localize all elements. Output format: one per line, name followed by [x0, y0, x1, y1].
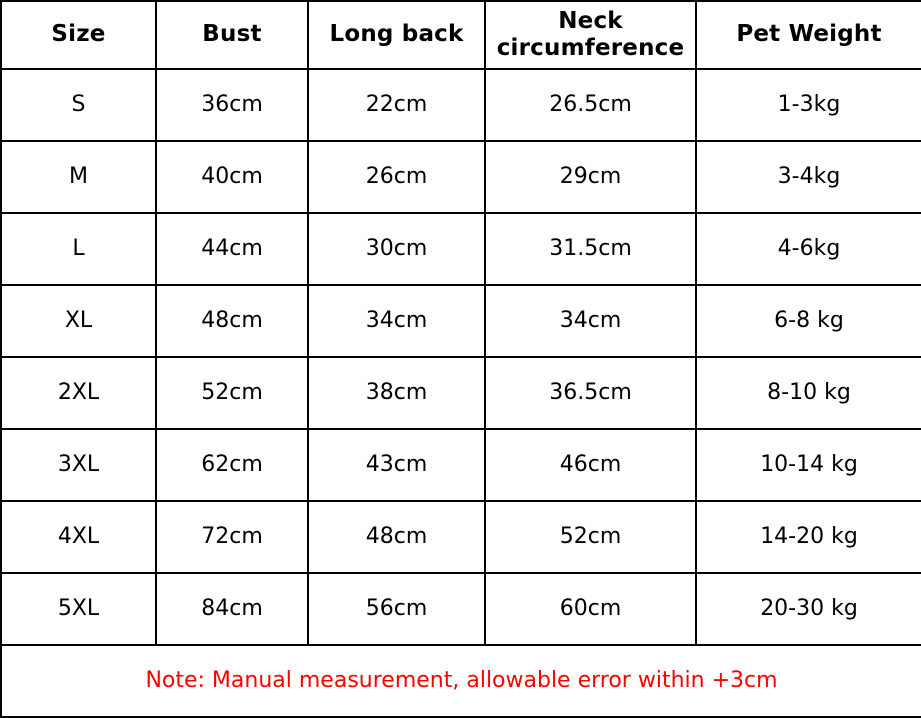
cell-long-back: 26cm	[308, 141, 485, 213]
cell-size: XL	[1, 285, 156, 357]
table-row	[1, 141, 921, 213]
table-row	[1, 69, 921, 141]
cell-long-back: 38cm	[308, 357, 485, 429]
cell-size: 3XL	[1, 429, 156, 501]
column-header-pet-weight	[696, 1, 921, 69]
cell-bust: 62cm	[156, 429, 308, 501]
column-header-neck-circumference	[485, 1, 696, 69]
cell-bust: 72cm	[156, 501, 308, 573]
cell-size: M	[1, 141, 156, 213]
cell-weight: 4-6kg	[696, 213, 921, 285]
cell-bust: 44cm	[156, 213, 308, 285]
cell-weight: 20-30 kg	[696, 573, 921, 645]
cell-long-back: 30cm	[308, 213, 485, 285]
column-header-neck-line-1: Neck	[558, 7, 623, 34]
cell-bust: 40cm	[156, 141, 308, 213]
table-row	[1, 357, 921, 429]
cell-size: L	[1, 213, 156, 285]
table-row	[1, 285, 921, 357]
cell-weight: 3-4kg	[696, 141, 921, 213]
table-row	[1, 501, 921, 573]
column-header-long-back-line-1: Long back	[329, 21, 464, 48]
table-header	[1, 1, 921, 69]
column-header-size-line-1: Size	[51, 21, 106, 48]
table-body	[1, 69, 921, 717]
cell-long-back: 43cm	[308, 429, 485, 501]
cell-weight: 14-20 kg	[696, 501, 921, 573]
cell-long-back: 34cm	[308, 285, 485, 357]
column-header-size	[1, 1, 156, 69]
cell-neck: 34cm	[485, 285, 696, 357]
cell-bust: 84cm	[156, 573, 308, 645]
cell-weight: 1-3kg	[696, 69, 921, 141]
measurement-note: Note: Manual measurement, allowable error within +3cm	[1, 645, 921, 717]
cell-size: 5XL	[1, 573, 156, 645]
cell-long-back: 56cm	[308, 573, 485, 645]
column-header-bust-line-1: Bust	[202, 21, 262, 48]
cell-long-back: 22cm	[308, 69, 485, 141]
cell-neck: 52cm	[485, 501, 696, 573]
cell-neck: 46cm	[485, 429, 696, 501]
table-row	[1, 213, 921, 285]
cell-size: 2XL	[1, 357, 156, 429]
cell-long-back: 48cm	[308, 501, 485, 573]
table-row	[1, 573, 921, 645]
cell-neck: 31.5cm	[485, 213, 696, 285]
cell-size: 4XL	[1, 501, 156, 573]
cell-weight: 10-14 kg	[696, 429, 921, 501]
column-header-pet-weight-line-1: Pet Weight	[736, 21, 882, 48]
cell-neck: 26.5cm	[485, 69, 696, 141]
cell-neck: 36.5cm	[485, 357, 696, 429]
cell-bust: 48cm	[156, 285, 308, 357]
cell-bust: 52cm	[156, 357, 308, 429]
cell-weight: 8-10 kg	[696, 357, 921, 429]
table-row	[1, 429, 921, 501]
cell-neck: 60cm	[485, 573, 696, 645]
table-header-row	[1, 1, 921, 69]
cell-weight: 6-8 kg	[696, 285, 921, 357]
cell-size: S	[1, 69, 156, 141]
cell-neck: 29cm	[485, 141, 696, 213]
measurement-note-row	[1, 645, 921, 717]
column-header-long-back	[308, 1, 485, 69]
column-header-neck-line-2: circumference	[496, 35, 685, 61]
column-header-bust	[156, 1, 308, 69]
cell-bust: 36cm	[156, 69, 308, 141]
